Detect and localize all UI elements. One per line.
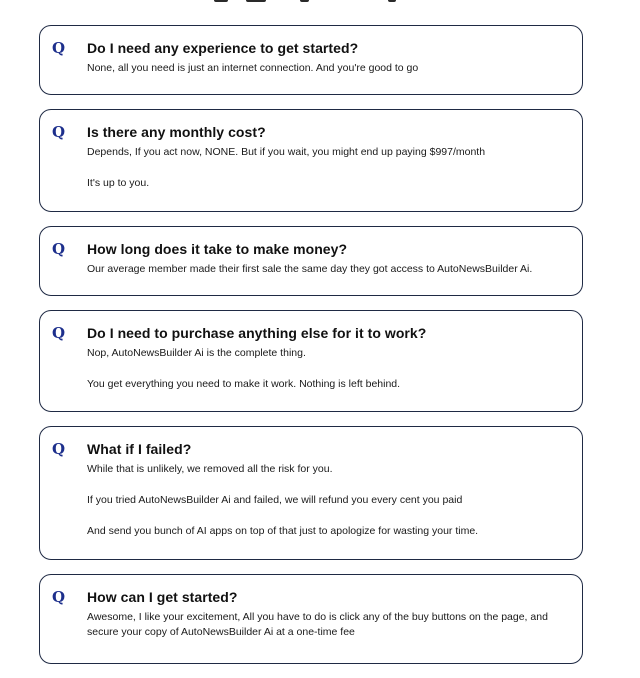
question-mark-icon: Q — [52, 324, 66, 342]
faq-item-monthly-cost[interactable] — [39, 109, 583, 212]
faq-item-failed[interactable] — [39, 426, 583, 560]
question-mark-icon: Q — [52, 240, 66, 258]
faq-answer — [87, 610, 570, 640]
faq-question-row[interactable] — [52, 323, 570, 343]
faq-item-experience[interactable] — [39, 25, 583, 95]
question-mark-icon: Q — [52, 440, 66, 458]
question-mark-icon: Q — [52, 39, 66, 57]
faq-answer-line: Awesome, I like your excitement, All you have to do is click any of the buy buttons on the page, and secure your copy of AutoNewsBuilder Ai at a one-time fee — [87, 611, 548, 638]
faq-item-get-started[interactable] — [39, 574, 583, 664]
faq-question-row[interactable] — [52, 439, 570, 459]
faq-question-row[interactable] — [52, 38, 570, 58]
faq-item-purchase-else[interactable] — [39, 310, 583, 412]
faq-question: Is there any monthly cost? — [87, 124, 266, 140]
faq-answer — [87, 61, 570, 76]
faq-question: What if I failed? — [87, 441, 192, 457]
faq-answer-line: It's up to you. — [87, 177, 150, 189]
question-mark-icon: Q — [52, 123, 66, 141]
question-mark-icon: Q — [52, 588, 66, 606]
faq-answer-line: While that is unlikely, we removed all the risk for you. — [87, 463, 333, 475]
faq-answer-line: And send you bunch of AI apps on top of that just to apologize for wasting your time. — [87, 525, 479, 537]
faq-answer-line: You get everything you need to make it work. Nothing is left behind. — [87, 378, 401, 390]
faq-answer-line: If you tried AutoNewsBuilder Ai and failed, we will refund you every cent you paid — [87, 494, 463, 506]
faq-answer — [87, 346, 570, 392]
faq-question-row[interactable] — [52, 239, 570, 259]
faq-question-row[interactable] — [52, 587, 570, 607]
faq-question: Do I need to purchase anything else for it to work? — [87, 325, 427, 341]
faq-question: How long does it take to make money? — [87, 241, 348, 257]
faq-answer-line: Nop, AutoNewsBuilder Ai is the complete thing. — [87, 347, 306, 359]
faq-answer-line: None, all you need is just an internet connection. And you're good to go — [87, 62, 419, 74]
faq-answer — [87, 145, 570, 191]
faq-question: Do I need any experience to get started? — [87, 40, 359, 56]
faq-answer — [87, 262, 570, 277]
cut-off-heading — [0, 0, 640, 6]
faq-answer — [87, 462, 570, 539]
faq-answer-line: Our average member made their first sale the same day they got access to AutoNewsBuilder Ai. — [87, 263, 533, 275]
faq-question-row[interactable] — [52, 122, 570, 142]
faq-item-make-money[interactable] — [39, 226, 583, 296]
faq-question: How can I get started? — [87, 589, 238, 605]
faq-answer-line: Depends, If you act now, NONE. But if you wait, you might end up paying $997/month — [87, 146, 486, 158]
faq-list — [39, 25, 583, 678]
